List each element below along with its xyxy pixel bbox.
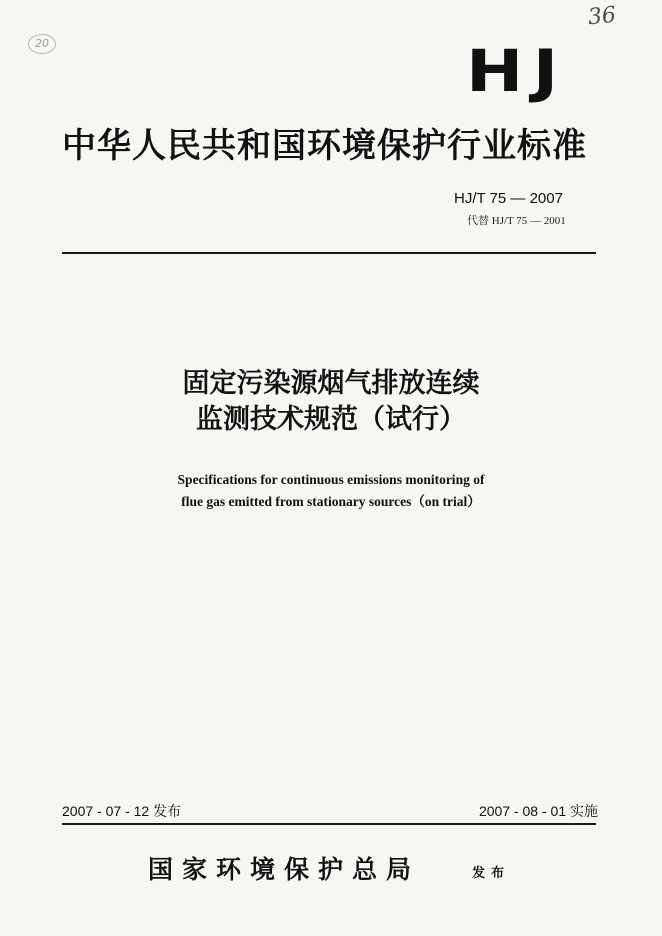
hj-logo: HJ — [466, 37, 568, 105]
chinese-title-line-2: 监测技术规范（试行） — [196, 404, 466, 435]
standard-number: HJ/T 75 — 2007 — [454, 190, 563, 207]
org-standard-title: 中华人民共和国环境保护行业标准 — [62, 126, 587, 166]
publish-label: 发布 — [472, 866, 511, 881]
english-title — [0, 469, 662, 513]
bottom-divider — [62, 823, 596, 825]
english-title-line-1: Specifications for continuous emissions monitoring of — [177, 472, 485, 487]
replaces-standard: 代替 HJ/T 75 — 2001 — [467, 215, 566, 227]
top-divider — [62, 252, 596, 254]
chinese-title-line-1: 固定污染源烟气排放连续 — [182, 368, 480, 399]
handwritten-page-number: 36 — [586, 2, 618, 31]
issue-date: 2007 - 07 - 12 发布 — [62, 803, 182, 819]
implementation-date: 2007 - 08 - 01 实施 — [478, 803, 598, 819]
chinese-title — [0, 366, 662, 438]
english-title-line-2: flue gas emitted from stationary sources（on trial） — [181, 494, 481, 509]
publisher-name: 国家环境保护总局 — [148, 855, 421, 884]
faint-stamp-mark: 20 — [28, 34, 56, 54]
